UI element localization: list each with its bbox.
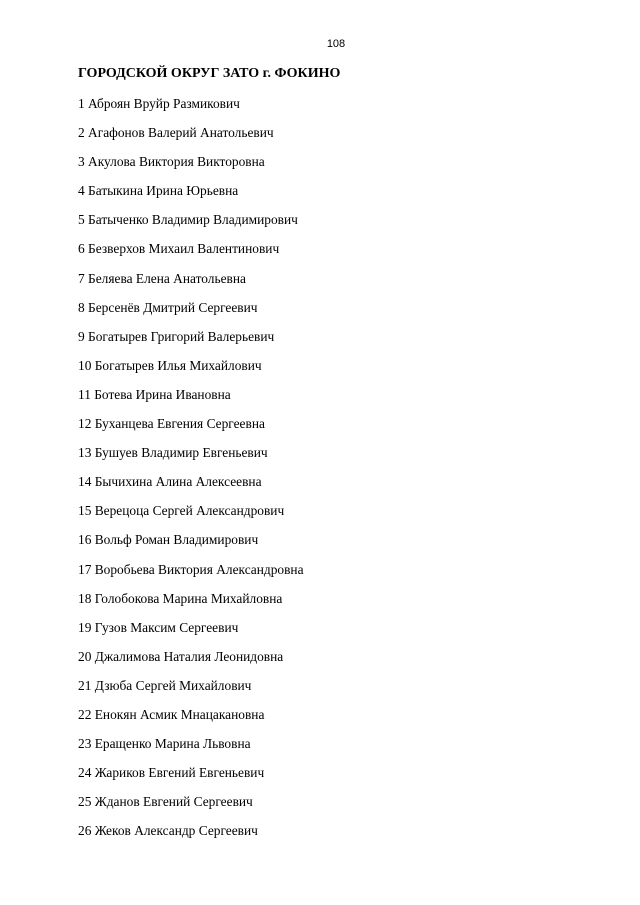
list-item: 19 Гузов Максим Сергеевич <box>78 619 239 635</box>
list-item: 6 Безверхов Михаил Валентинович <box>78 241 280 257</box>
list-item: 25 Жданов Евгений Сергеевич <box>78 794 253 810</box>
list-item: 4 Батыкина Ирина Юрьевна <box>78 183 239 199</box>
list-item: 17 Воробьева Виктория Александровна <box>78 561 304 577</box>
list-item: 16 Вольф Роман Владимирович <box>78 532 259 548</box>
list-item: 11 Ботева Ирина Ивановна <box>78 386 231 402</box>
list-item: 23 Еращенко Марина Львовна <box>78 736 251 752</box>
list-item: 14 Бычихина Алина Алексеевна <box>78 474 262 490</box>
list-item: 5 Батыченко Владимир Владимирович <box>78 212 298 228</box>
list-item: 2 Агафонов Валерий Анатольевич <box>78 125 274 141</box>
list-item: 22 Енокян Асмик Мнацакановна <box>78 706 265 722</box>
list-item: 8 Берсенёв Дмитрий Сергеевич <box>78 299 258 315</box>
list-item: 21 Дзюба Сергей Михайлович <box>78 677 252 693</box>
list-item: 3 Акулова Виктория Викторовна <box>78 154 265 170</box>
list-item: 12 Буханцева Евгения Сергеевна <box>78 416 265 432</box>
list-item: 24 Жариков Евгений Евгеньевич <box>78 765 265 781</box>
section-heading: ГОРОДСКОЙ ОКРУГ ЗАТО г. ФОКИНО <box>78 66 341 81</box>
list-item: 7 Беляева Елена Анатольевна <box>78 270 246 286</box>
list-item: 18 Голобокова Марина Михайловна <box>78 590 283 606</box>
list-item: 13 Бушуев Владимир Евгеньевич <box>78 445 268 461</box>
list-item: 10 Богатырев Илья Михайлович <box>78 357 262 373</box>
list-item: 1 Аброян Вруйр Размикович <box>78 96 240 111</box>
list-item: 20 Джалимова Наталия Леонидовна <box>78 648 284 664</box>
list-item: 15 Верецоца Сергей Александрович <box>78 503 285 519</box>
list-item: 26 Жеков Александр Сергеевич <box>78 823 258 839</box>
list-item: 9 Богатырев Григорий Валерьевич <box>78 328 275 344</box>
name-list <box>78 94 304 850</box>
page-number: 108 <box>326 38 346 50</box>
